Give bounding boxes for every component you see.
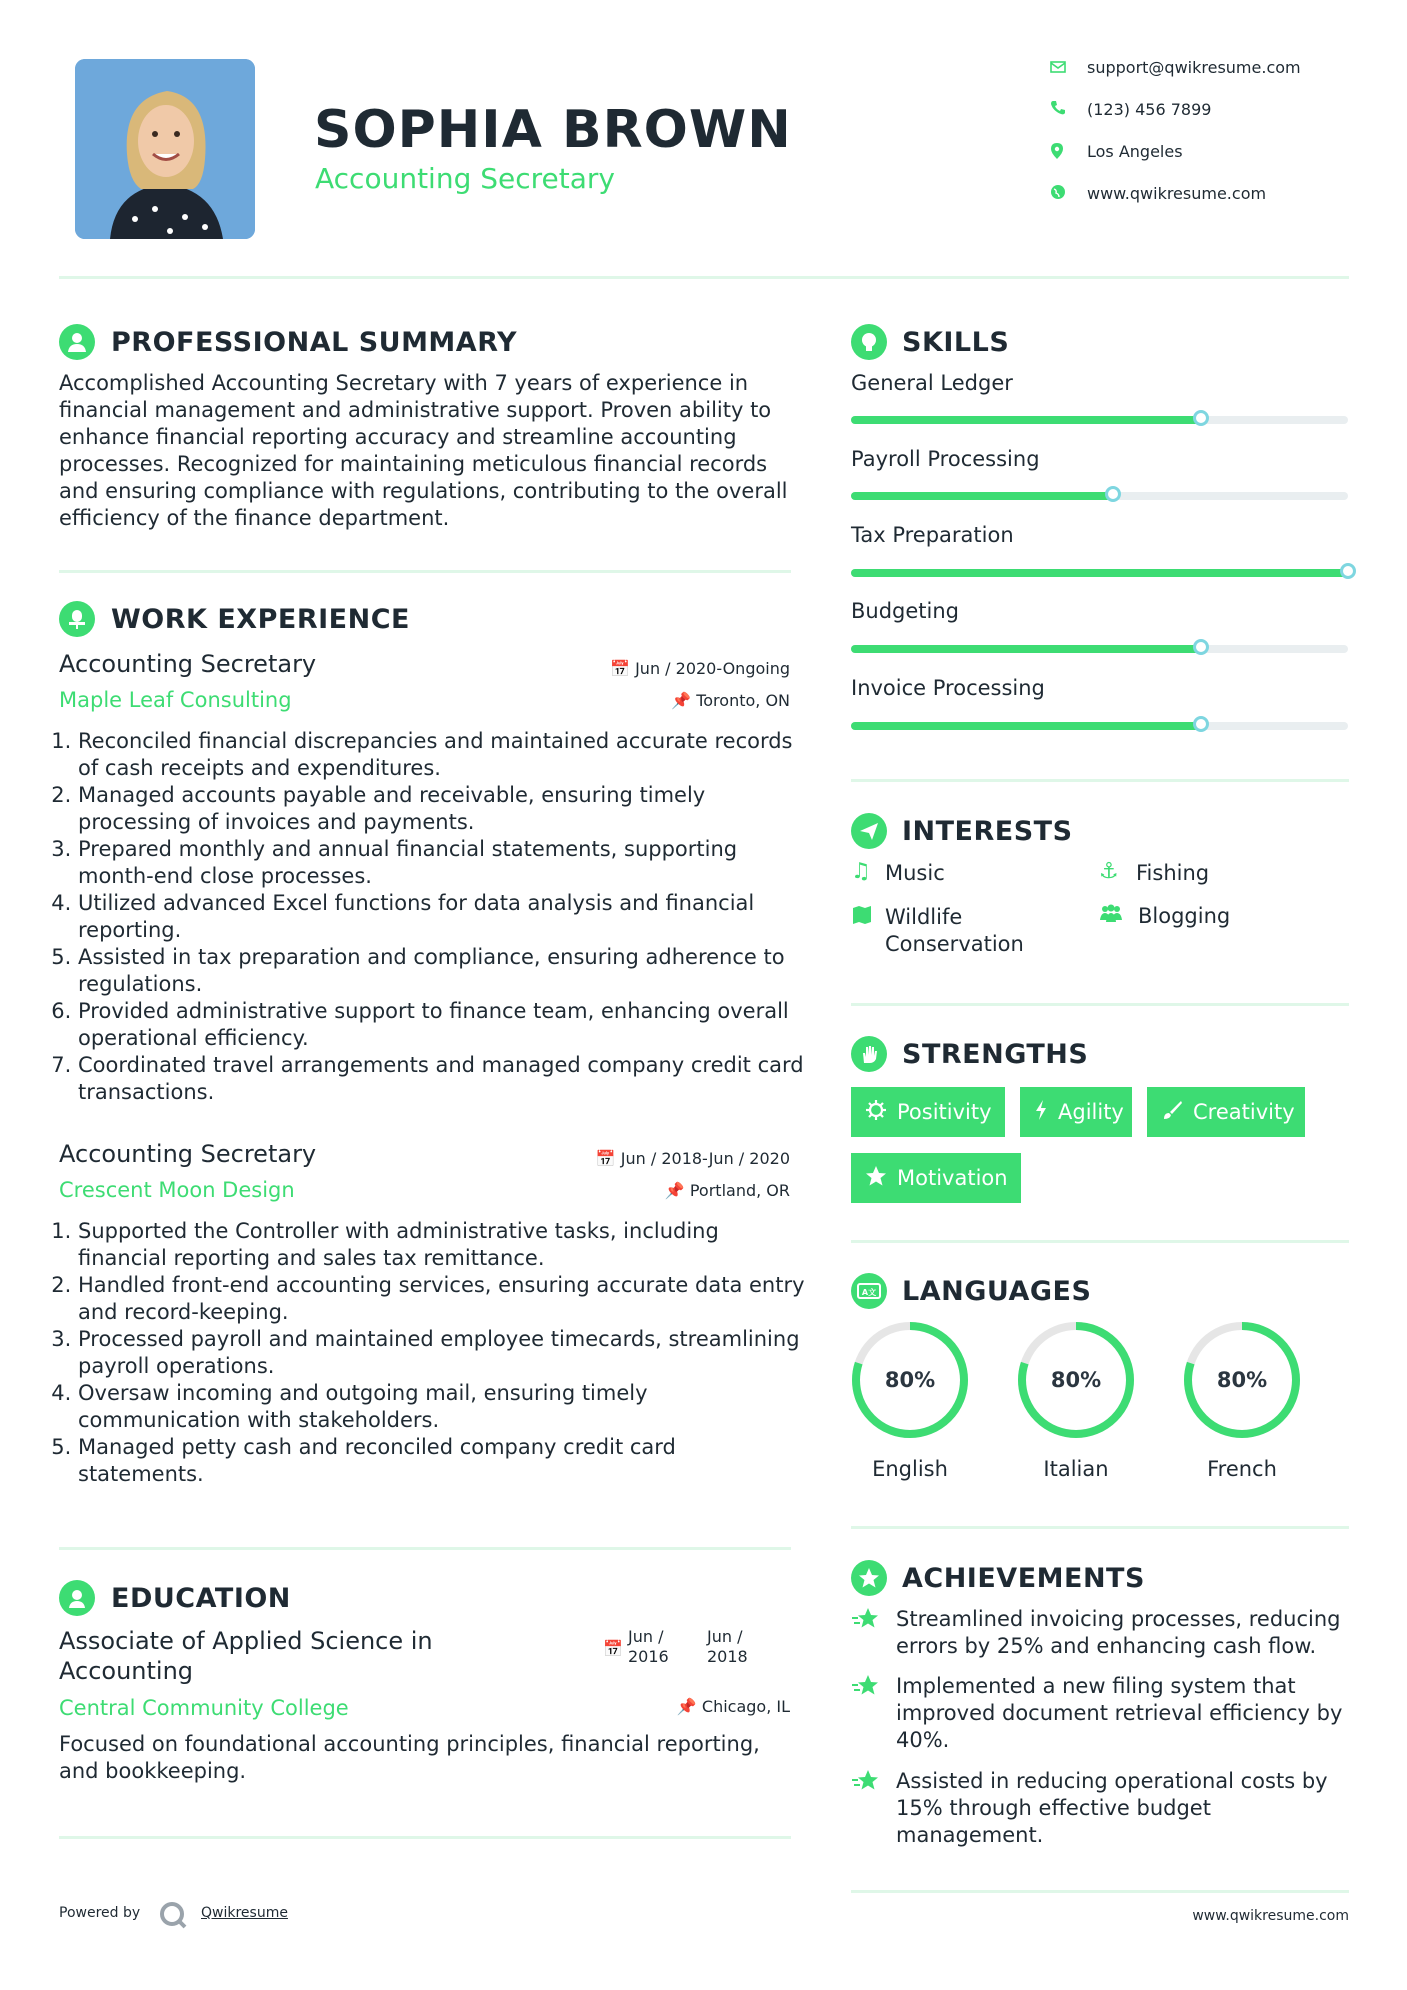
education-end-month: Jun / xyxy=(707,1627,743,1646)
fast-star-icon xyxy=(851,1606,881,1638)
pin-icon: 📌 xyxy=(676,1697,697,1716)
skill-fill xyxy=(851,492,1113,500)
strength-chip xyxy=(851,1153,1021,1203)
interest-item: Music xyxy=(885,861,945,885)
skill-name: Payroll Processing xyxy=(851,447,1040,471)
skill-name: General Ledger xyxy=(851,371,1013,395)
globe-icon xyxy=(1050,184,1068,202)
map-icon xyxy=(851,905,873,929)
skill-name: Tax Preparation xyxy=(851,523,1014,547)
summary-heading: PROFESSIONAL SUMMARY xyxy=(111,327,518,358)
skill-knob xyxy=(1193,410,1209,426)
achievements-heading: ACHIEVEMENTS xyxy=(902,1563,1145,1594)
duty-item: 2. Handled front-end accounting services, ensuring accurate data entry and record-keeping. xyxy=(78,1272,808,1326)
skill-name: Invoice Processing xyxy=(851,676,1045,700)
language-icon xyxy=(851,1273,887,1309)
strength-label: Agility xyxy=(1058,1100,1124,1124)
education-start-month: Jun / xyxy=(628,1627,664,1646)
job-dates xyxy=(600,659,790,678)
job-location xyxy=(600,1181,790,1200)
work-heading: WORK EXPERIENCE xyxy=(111,604,410,635)
candidate-name: SOPHIA BROWN xyxy=(314,100,792,160)
gear-icon xyxy=(865,1099,887,1126)
phone-icon xyxy=(1050,100,1068,118)
contact-location: Los Angeles xyxy=(1087,142,1183,161)
duty-item: 5. Managed petty cash and reconciled company credit card statements. xyxy=(78,1434,808,1488)
education-heading: EDUCATION xyxy=(111,1583,291,1614)
interests-heading: INTERESTS xyxy=(902,816,1073,847)
summary-text: Accomplished Accounting Secretary with 7 years of experience in financial management and administrative support. Proven ability to enhance financial reporting accuracy and streamline accounting processes. Recognized for maintaining meticulous financial records and ensuring compliance with regulations, contributing to the overall efficiency of the finance department. xyxy=(59,371,788,530)
work-divider xyxy=(59,1547,791,1550)
skill-bar xyxy=(851,416,1348,424)
school-name: Central Community College xyxy=(59,1696,349,1720)
star-icon xyxy=(865,1165,887,1192)
strengths-divider xyxy=(851,1240,1349,1243)
education-location-text: Chicago, IL xyxy=(701,1697,790,1716)
language-percent: 80% xyxy=(884,1368,936,1392)
fast-star-icon xyxy=(851,1673,881,1705)
job-role: Accounting Secretary xyxy=(59,1140,317,1168)
education-start xyxy=(628,1627,669,1667)
skill-knob xyxy=(1340,563,1356,579)
achievement-item: Assisted in reducing operational costs by 15% through effective budget management. xyxy=(896,1769,1328,1847)
strength-label: Creativity xyxy=(1193,1100,1295,1124)
languages-heading: LANGUAGES xyxy=(902,1276,1092,1307)
achievements-divider xyxy=(851,1890,1349,1893)
duty-item: 1. Reconciled financial discrepancies and maintained accurate records of cash receipts and expenditures. xyxy=(78,728,808,782)
duty-item: 4. Utilized advanced Excel functions for data analysis and financial reporting. xyxy=(78,890,808,944)
education-end xyxy=(707,1627,748,1667)
education-description: Focused on foundational accounting principles, financial reporting, and bookkeeping. xyxy=(59,1732,760,1783)
skill-fill xyxy=(851,722,1201,730)
language-name: French xyxy=(1207,1457,1277,1481)
calendar-icon: 📅 xyxy=(610,659,630,678)
strength-chip xyxy=(1147,1087,1305,1137)
briefcase-icon xyxy=(59,601,95,637)
achievement-item: Implemented a new filing system that improved document retrieval efficiency by 40%. xyxy=(896,1674,1343,1752)
job-role: Accounting Secretary xyxy=(59,650,317,678)
brush-icon xyxy=(1161,1099,1183,1126)
education-start-year: 2016 xyxy=(628,1647,669,1666)
calendar-icon: 📅 xyxy=(603,1639,623,1658)
powered-by-text: Powered by xyxy=(59,1905,141,1921)
strength-label: Positivity xyxy=(897,1100,992,1124)
language-percent: 80% xyxy=(1216,1368,1268,1392)
contact-phone[interactable]: (123) 456 7899 xyxy=(1087,100,1212,119)
education-location xyxy=(600,1697,790,1716)
duty-item: 5. Assisted in tax preparation and compliance, ensuring adherence to regulations. xyxy=(78,944,808,998)
strength-chip xyxy=(851,1087,1005,1137)
skill-knob xyxy=(1193,639,1209,655)
job-location-text: Toronto, ON xyxy=(696,691,790,710)
skills-heading: SKILLS xyxy=(902,327,1010,358)
language-name: English xyxy=(872,1457,948,1481)
strength-label: Motivation xyxy=(897,1166,1008,1190)
skill-fill xyxy=(851,416,1201,424)
svg-text:A文: A文 xyxy=(861,1288,877,1297)
strength-chip xyxy=(1020,1087,1132,1137)
contact-website[interactable]: www.qwikresume.com xyxy=(1087,184,1267,203)
education-end-year: 2018 xyxy=(707,1647,748,1666)
duty-item: 3. Prepared monthly and annual financial statements, supporting month-end close processes. xyxy=(78,836,808,890)
skill-fill xyxy=(851,569,1348,577)
bolt-icon xyxy=(1034,1099,1048,1126)
candidate-title: Accounting Secretary xyxy=(315,162,615,195)
interest-item: Wildlife Conservation xyxy=(885,905,1024,956)
graduation-cap-icon xyxy=(59,1580,95,1616)
contact-email[interactable]: support@qwikresume.com xyxy=(1087,58,1301,77)
lightbulb-icon xyxy=(851,324,887,360)
pin-icon: 📌 xyxy=(664,1181,685,1200)
skill-knob xyxy=(1105,486,1121,502)
qwikresume-logo-icon xyxy=(158,1900,188,1934)
language-percent: 80% xyxy=(1050,1368,1102,1392)
header-divider xyxy=(59,276,1349,279)
job-dates-text: Jun / 2018-Jun / 2020 xyxy=(620,1149,790,1168)
job-location-text: Portland, OR xyxy=(689,1181,790,1200)
duty-item: 7. Coordinated travel arrangements and managed company credit card transactions. xyxy=(78,1052,808,1106)
job-company: Crescent Moon Design xyxy=(59,1178,295,1202)
job-duties xyxy=(58,728,808,1106)
interest-item: Blogging xyxy=(1138,904,1231,928)
music-note-icon: ♫ xyxy=(851,859,871,884)
duty-item: 2. Managed accounts payable and receivable, ensuring timely processing of invoices and payments. xyxy=(78,782,808,836)
fast-star-icon xyxy=(851,1768,881,1800)
duty-item: 3. Processed payroll and maintained employee timecards, streamlining payroll operations. xyxy=(78,1326,808,1380)
anchor-icon: ⚓ xyxy=(1099,859,1119,884)
skill-bar xyxy=(851,569,1348,577)
job-company: Maple Leaf Consulting xyxy=(59,688,292,712)
interest-item: Fishing xyxy=(1136,861,1210,885)
location-pin-icon xyxy=(1050,142,1068,160)
skill-bar xyxy=(851,722,1348,730)
skill-fill xyxy=(851,645,1201,653)
skill-knob xyxy=(1193,716,1209,732)
job-duties xyxy=(58,1218,808,1488)
user-icon xyxy=(59,324,95,360)
brand-link[interactable]: Qwikresume xyxy=(201,1905,288,1921)
profile-photo xyxy=(75,59,255,239)
skill-bar xyxy=(851,645,1348,653)
languages-divider xyxy=(851,1526,1349,1529)
job-dates-text: Jun / 2020-Ongoing xyxy=(635,659,790,678)
duty-item: 6. Provided administrative support to finance team, enhancing overall operational efficiency. xyxy=(78,998,808,1052)
star-badge-icon xyxy=(851,1560,887,1596)
strengths-heading: STRENGTHS xyxy=(902,1039,1089,1070)
job-dates xyxy=(570,1149,790,1168)
skill-bar xyxy=(851,492,1348,500)
pin-icon: 📌 xyxy=(671,691,692,710)
footer-url[interactable]: www.qwikresume.com xyxy=(1192,1908,1349,1924)
mail-icon xyxy=(1050,59,1068,77)
calendar-icon: 📅 xyxy=(595,1149,616,1168)
achievement-item: Streamlined invoicing processes, reducing errors by 25% and enhancing cash flow. xyxy=(896,1607,1341,1658)
interests-divider xyxy=(851,1003,1349,1006)
hand-icon xyxy=(851,1036,887,1072)
users-icon xyxy=(1099,904,1123,928)
paper-plane-icon xyxy=(851,813,887,849)
job-location xyxy=(600,691,790,710)
duty-item: 1. Supported the Controller with administrative tasks, including financial reporting and sales tax remittance. xyxy=(78,1218,808,1272)
skills-divider xyxy=(851,779,1349,782)
skill-name: Budgeting xyxy=(851,599,960,623)
education-divider xyxy=(59,1836,791,1839)
language-name: Italian xyxy=(1043,1457,1109,1481)
degree-title: Associate of Applied Science in Accounting xyxy=(59,1627,433,1685)
duty-item: 4. Oversaw incoming and outgoing mail, ensuring timely communication with stakeholders. xyxy=(78,1380,808,1434)
summary-divider xyxy=(59,570,791,573)
